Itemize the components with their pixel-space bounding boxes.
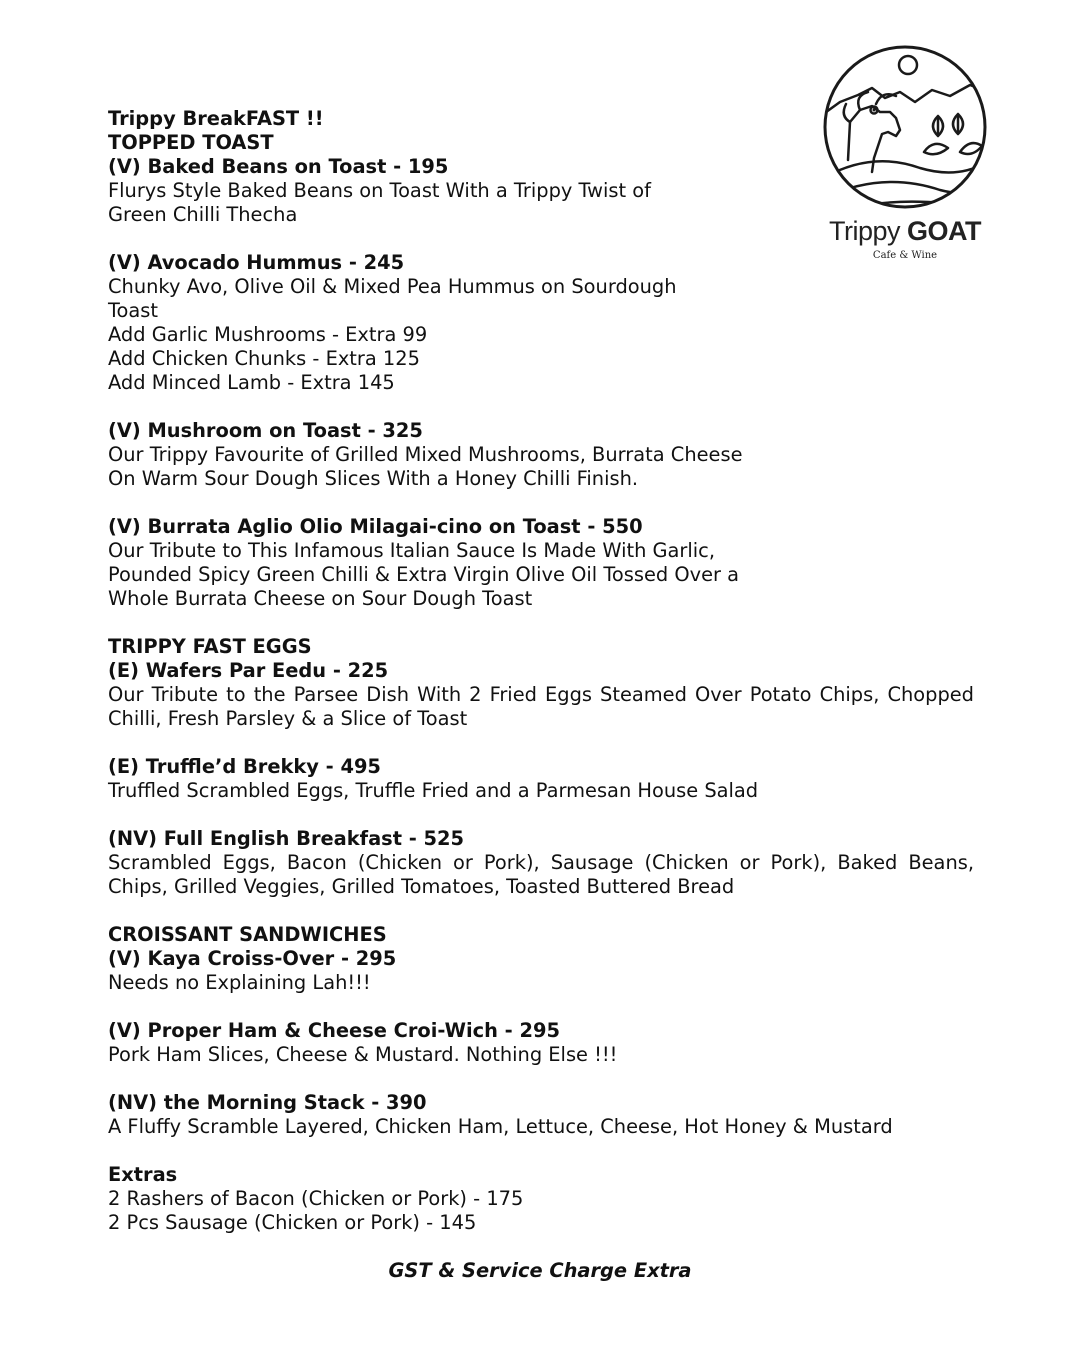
menu-item-description: A Fluffy Scramble Layered, Chicken Ham, Lettuce, Cheese, Hot Honey & Mustard bbox=[108, 1115, 893, 1138]
menu-item-name: (V) Burrata Aglio Olio Milagai-cino on Toast - 550 bbox=[108, 515, 643, 538]
extra-item: 2 Rashers of Bacon (Chicken or Pork) - 175 bbox=[108, 1187, 524, 1210]
menu-item-name: (V) Kaya Croiss-Over - 295 bbox=[108, 947, 397, 970]
breakfast-menu bbox=[108, 107, 974, 1235]
extra-item: 2 Pcs Sausage (Chicken or Pork) - 145 bbox=[108, 1211, 477, 1234]
section-heading-topped-toast: TOPPED TOAST bbox=[108, 131, 274, 154]
brand-name: Trippy GOAT bbox=[828, 216, 981, 246]
menu-item-description: Scrambled Eggs, Bacon (Chicken or Pork), Sausage (Chicken or Pork), Baked Beans, bbox=[108, 851, 974, 874]
section-heading-extras: Extras bbox=[108, 1163, 178, 1186]
menu-item-description: Green Chilli Thecha bbox=[108, 203, 298, 226]
menu-item-description: On Warm Sour Dough Slices With a Honey Chilli Finish. bbox=[108, 467, 639, 490]
menu-item-name: (NV) Full English Breakfast - 525 bbox=[108, 827, 464, 850]
menu-item-name: (E) Wafers Par Eedu - 225 bbox=[108, 659, 389, 682]
menu-item-name: (V) Proper Ham & Cheese Croi-Wich - 295 bbox=[108, 1019, 560, 1042]
menu-item-name: (V) Avocado Hummus - 245 bbox=[108, 251, 405, 274]
menu-item-name: (E) Truffle’d Brekky - 495 bbox=[108, 755, 381, 778]
tax-note: GST & Service Charge Extra bbox=[388, 1259, 692, 1282]
menu-item-description: Needs no Explaining Lah!!! bbox=[108, 971, 371, 994]
menu-item-description: Our Tribute to the Parsee Dish With 2 Fried Eggs Steamed Over Potato Chips, Chopped bbox=[108, 683, 974, 706]
menu-item-description: Our Trippy Favourite of Grilled Mixed Mushrooms, Burrata Cheese bbox=[108, 443, 743, 466]
menu-item-name: (V) Mushroom on Toast - 325 bbox=[108, 419, 423, 442]
section-heading-fast-eggs: TRIPPY FAST EGGS bbox=[108, 635, 312, 658]
menu-item-description: Chunky Avo, Olive Oil & Mixed Pea Hummus on Sourdough bbox=[108, 275, 677, 298]
menu-item-description: Whole Burrata Cheese on Sour Dough Toast bbox=[108, 587, 533, 610]
menu-item-description: Pork Ham Slices, Cheese & Mustard. Nothing Else !!! bbox=[108, 1043, 618, 1066]
menu-item-description: Our Tribute to This Infamous Italian Sauce Is Made With Garlic, bbox=[108, 539, 715, 562]
menu-item-description: Toast bbox=[108, 299, 158, 322]
menu-item-description: Pounded Spicy Green Chilli & Extra Virgin Olive Oil Tossed Over a bbox=[108, 563, 740, 586]
menu-item-name: (V) Baked Beans on Toast - 195 bbox=[108, 155, 449, 178]
menu-title: Trippy BreakFAST !! bbox=[108, 107, 324, 130]
brand-tagline: Cafe & Wine bbox=[872, 250, 938, 261]
section-heading-croissant: CROISSANT SANDWICHES bbox=[108, 923, 387, 946]
menu-item-addon: Add Chicken Chunks - Extra 125 bbox=[108, 347, 420, 370]
menu-item-description: Truffled Scrambled Eggs, Truffle Fried and a Parmesan House Salad bbox=[108, 779, 759, 802]
menu-item-addon: Add Minced Lamb - Extra 145 bbox=[108, 371, 395, 394]
menu-item-name: (NV) the Morning Stack - 390 bbox=[108, 1091, 427, 1114]
menu-item-description: Chilli, Fresh Parsley & a Slice of Toast bbox=[108, 707, 468, 730]
menu-item-addon: Add Garlic Mushrooms - Extra 99 bbox=[108, 323, 428, 346]
menu-item-description: Flurys Style Baked Beans on Toast With a Trippy Twist of bbox=[108, 179, 651, 202]
menu-item-description: Chips, Grilled Veggies, Grilled Tomatoes, Toasted Buttered Bread bbox=[108, 875, 735, 898]
